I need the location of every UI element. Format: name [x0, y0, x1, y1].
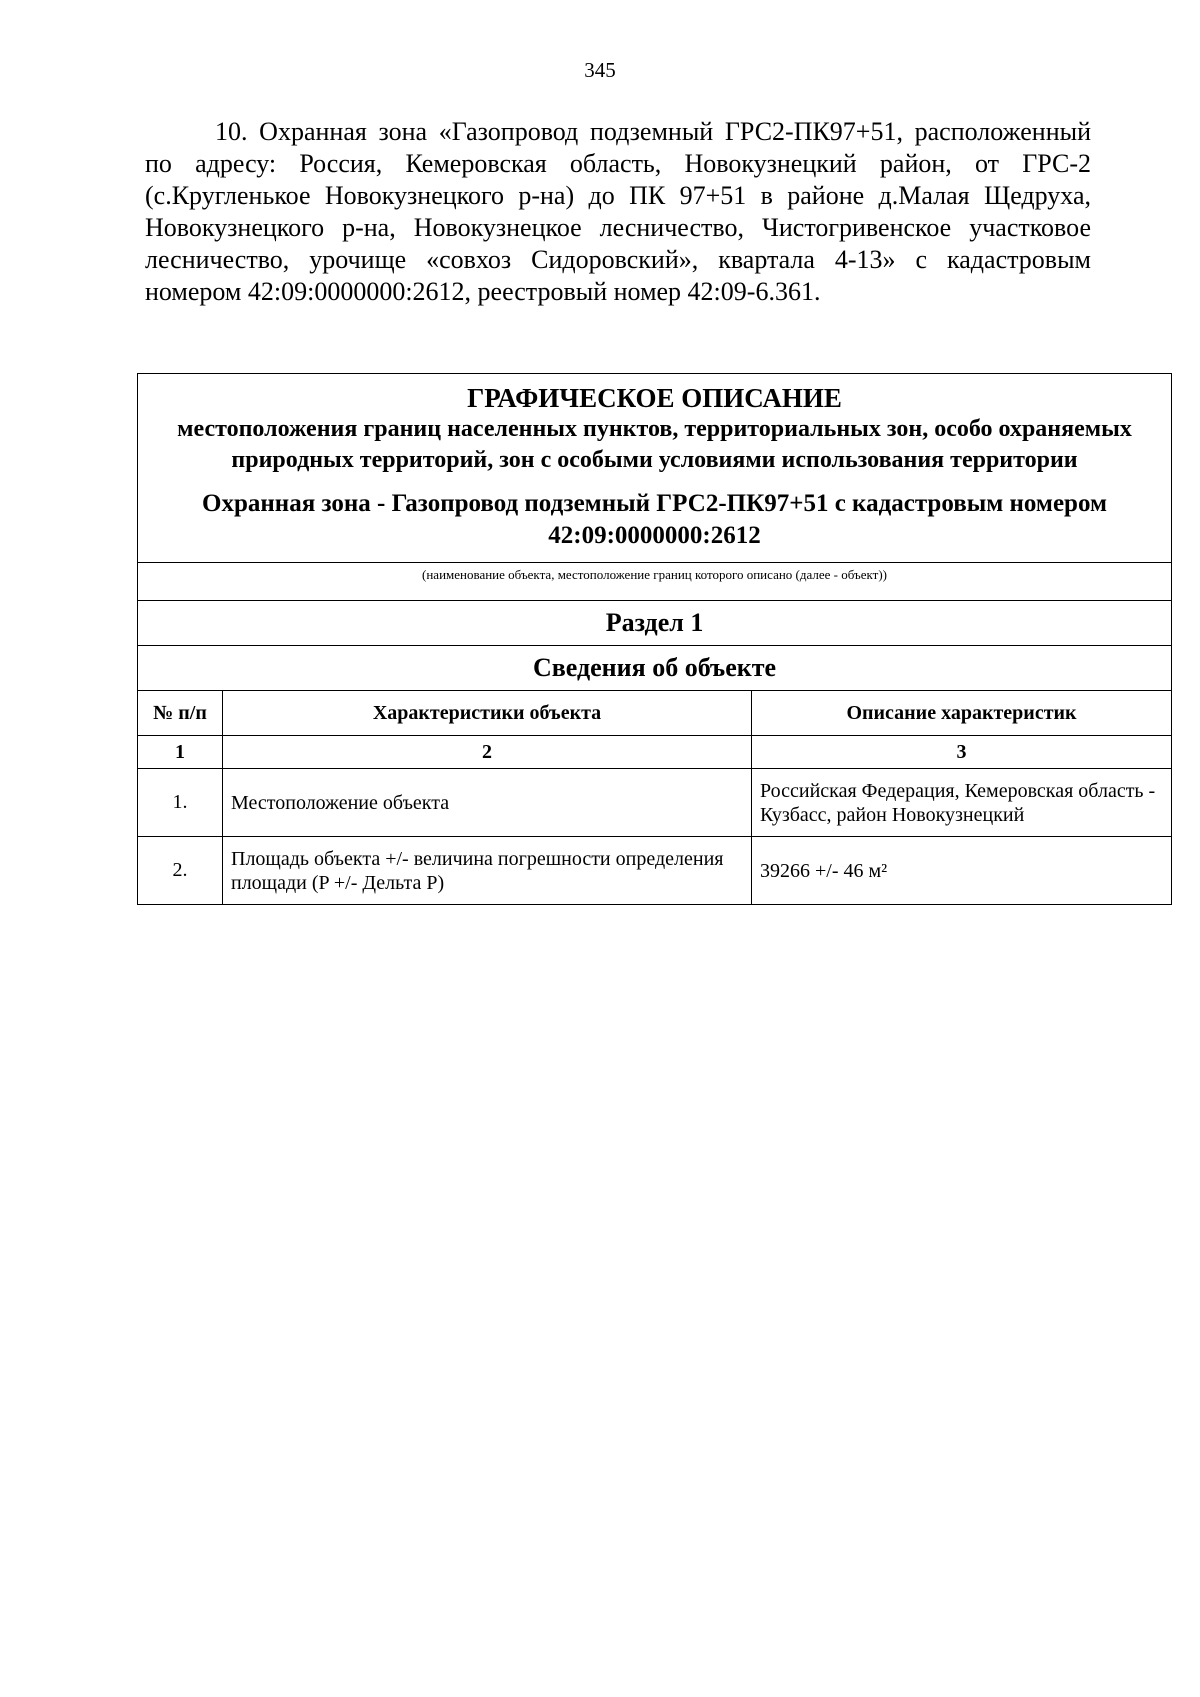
table-row: [138, 769, 1172, 837]
row-number: 2.: [138, 837, 223, 905]
row-number: 1.: [138, 769, 223, 837]
section-label: Раздел 1: [138, 601, 1172, 646]
intro-paragraph: 10. Охранная зона «Газопровод подземный ГРС2-ПК97+51, расположенный по адресу: Россия, Кемеровская область, Новокузнецкий район, от ГРС-2 (с.Кругленькое Новокузнецкого р-на) до ПК 97+51 в районе д.Малая Щедруха, Новокузнецкого р-на, Новокузнецкое лесничество, Чистогривенское участковое лесничество, урочище «совхоз Сидоровский», квартала 4-13» с кадастровым номером 42:09:0000000:2612, реестровый номер 42:09-6.361.: [145, 117, 1091, 306]
column-header-row: [138, 691, 1172, 736]
column-header-characteristic: Характеристики объекта: [223, 691, 752, 736]
row-description: Российская Федерация, Кемеровская область - Кузбасс, район Новокузнецкий: [752, 769, 1172, 837]
column-number-row: [138, 736, 1172, 769]
column-number-3: 3: [752, 736, 1172, 769]
table-header: [138, 374, 1172, 563]
page-number: 345: [584, 58, 616, 82]
object-caption: (наименование объекта, местоположение границ которого описано (далее - объект)): [138, 563, 1172, 601]
row-description: 39266 +/- 46 м²: [752, 837, 1172, 905]
row-characteristic: Площадь объекта +/- величина погрешности определения площади (P +/- Дельта P): [223, 837, 752, 905]
column-header-description: Описание характеристик: [752, 691, 1172, 736]
main-title: ГРАФИЧЕСКОЕ ОПИСАНИЕ: [467, 383, 842, 413]
section-title: Сведения об объекте: [138, 646, 1172, 691]
table-row: [138, 837, 1172, 905]
row-characteristic: Местоположение объекта: [223, 769, 752, 837]
column-number-1: 1: [138, 736, 223, 769]
column-number-2: 2: [223, 736, 752, 769]
sub-title: местоположения границ населенных пунктов, территориальных зон, особо охраняемых природных территорий, зон с особыми условиями использования территории: [177, 416, 1132, 473]
object-title: Охранная зона - Газопровод подземный ГРС2-ПК97+51 с кадастровым номером 42:09:0000000:2612: [202, 490, 1107, 549]
graphic-description-table: [137, 373, 1172, 905]
column-header-number: № п/п: [138, 691, 223, 736]
